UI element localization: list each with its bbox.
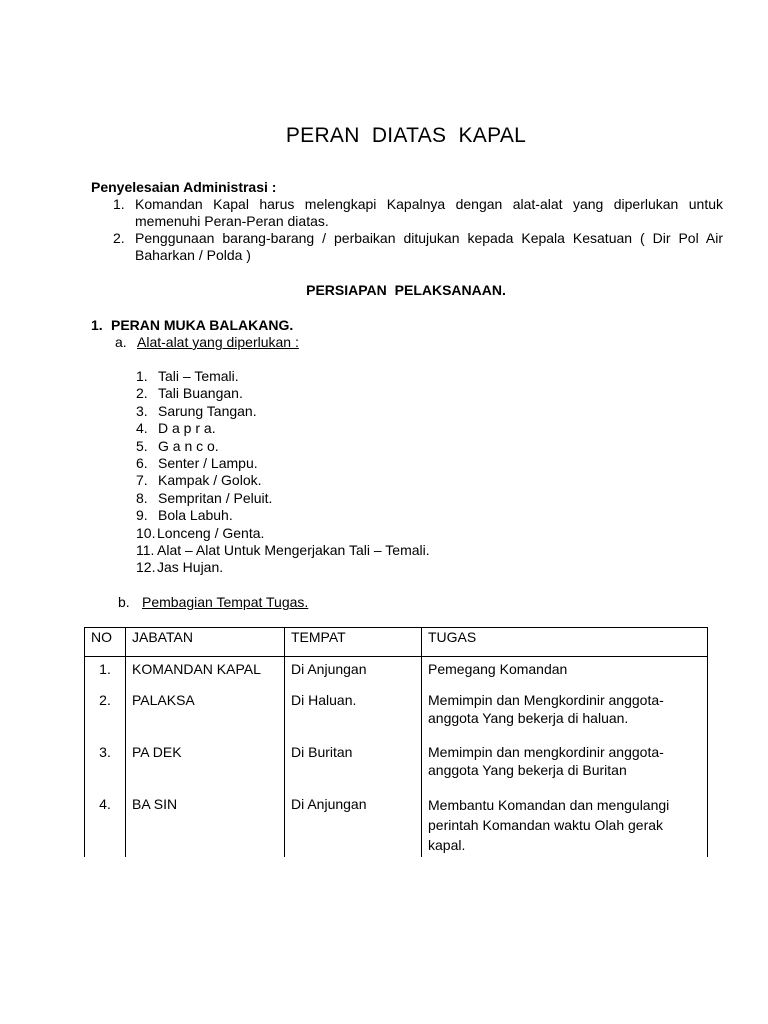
list-item-number: 11. <box>136 541 155 558</box>
list-item <box>136 525 430 542</box>
cell-jabatan: BA SIN <box>126 795 285 857</box>
administrasi-item-line: Penggunaan barang-barang / perbaikan ditujukan kepada Kepala Kesatuan ( Dir Pol Air <box>135 230 723 246</box>
list-item <box>136 438 430 455</box>
list-item-number: 10. <box>136 524 156 541</box>
list-item-number: 7. <box>136 472 148 489</box>
list-item <box>136 472 430 489</box>
cell-tugas: Memimpin dan Mengkordinir anggota-anggota Yang bekerja di haluan. <box>422 691 708 743</box>
list-item-text: Jas Hujan. <box>157 559 224 576</box>
cell-no: 4. <box>85 795 126 857</box>
administrasi-item-text <box>135 196 723 230</box>
header-tugas: TUGAS <box>422 628 708 657</box>
cell-tempat: Di Anjungan <box>285 795 422 857</box>
header-tempat: TEMPAT <box>285 628 422 657</box>
table-row <box>85 691 708 743</box>
cell-tugas: Pemegang Komandan <box>422 657 708 692</box>
sub-label: Alat-alat yang diperlukan : <box>137 334 299 350</box>
table-header-row <box>85 628 708 657</box>
peran-title: PERAN MUKA BALAKANG. <box>111 317 294 333</box>
list-item <box>136 403 430 420</box>
sub-letter: b. <box>118 594 130 610</box>
list-item-text: Tali Buangan. <box>158 385 243 402</box>
administrasi-item-line: Komandan Kapal harus melengkapi Kapalnya dengan alat-alat yang diperlukan untuk <box>135 196 723 212</box>
list-item-number: 8. <box>136 489 148 506</box>
administrasi-item-number: 2. <box>113 230 125 246</box>
list-item-text: Sempritan / Peluit. <box>158 489 273 506</box>
cell-jabatan: PA DEK <box>126 743 285 795</box>
page-title: PERAN DIATAS KAPAL <box>285 124 527 147</box>
list-item-text: Tali – Temali. <box>158 368 239 384</box>
peran-number: 1. <box>91 317 103 333</box>
alat-list <box>136 368 430 577</box>
cell-tugas: Memimpin dan mengkordinir anggota-anggota Yang bekerja di Buritan <box>422 743 708 795</box>
administrasi-item-line: Baharkan / Polda ) <box>135 247 251 263</box>
sub-label: Pembagian Tempat Tugas. <box>142 594 309 610</box>
list-item <box>136 559 430 576</box>
list-item-text: Lonceng / Genta. <box>157 524 265 541</box>
list-item-text: Sarung Tangan. <box>158 402 257 419</box>
table-row <box>85 795 708 857</box>
list-item-number: 5. <box>136 437 148 454</box>
cell-tempat: Di Haluan. <box>285 691 422 743</box>
header-no: NO <box>85 628 126 657</box>
administrasi-heading: Penyelesaian Administrasi : <box>91 179 277 195</box>
sub-letter: a. <box>115 334 127 350</box>
persiapan-heading: PERSIAPAN PELAKSANAAN. <box>306 282 506 298</box>
cell-tempat: Di Buritan <box>285 743 422 795</box>
tugas-table <box>84 627 708 857</box>
cell-tempat: Di Anjungan <box>285 657 422 692</box>
list-item-text: D a p r a. <box>158 420 216 437</box>
list-item-number: 2. <box>136 385 148 402</box>
list-item-number: 1. <box>136 368 148 384</box>
sub-heading-b <box>118 594 308 610</box>
cell-jabatan: PALAKSA <box>126 691 285 743</box>
administrasi-item-text <box>135 230 723 264</box>
list-item <box>136 542 430 559</box>
list-item <box>136 385 430 402</box>
cell-no: 2. <box>85 691 126 743</box>
list-item-text: Kampak / Golok. <box>158 472 262 489</box>
list-item-text: G a n c o. <box>158 437 219 454</box>
administrasi-item-number: 1. <box>113 196 125 212</box>
list-item-number: 12. <box>136 559 156 576</box>
list-item-text: Senter / Lampu. <box>158 454 258 471</box>
table-row <box>85 743 708 795</box>
administrasi-item <box>113 230 723 264</box>
list-item <box>136 490 430 507</box>
administrasi-item <box>113 196 723 230</box>
list-item <box>136 455 430 472</box>
sub-heading-a <box>115 334 299 350</box>
list-item <box>136 420 430 437</box>
list-item-text: Bola Labuh. <box>158 507 233 524</box>
administrasi-item-line: memenuhi Peran-Peran diatas. <box>135 213 329 229</box>
cell-jabatan: KOMANDAN KAPAL <box>126 657 285 692</box>
peran-heading <box>91 317 293 333</box>
cell-no: 1. <box>85 657 126 692</box>
list-item-number: 6. <box>136 454 148 471</box>
list-item <box>136 368 430 385</box>
list-item-text: Alat – Alat Untuk Mengerjakan Tali – Temali. <box>157 541 430 558</box>
cell-tugas: Membantu Komandan dan mengulangi perintah Komandan waktu Olah gerak kapal. <box>422 795 708 857</box>
table-row <box>85 657 708 692</box>
list-item-number: 3. <box>136 402 148 419</box>
list-item-number: 9. <box>136 507 148 524</box>
list-item-number: 4. <box>136 420 148 437</box>
list-item <box>136 507 430 524</box>
cell-no: 3. <box>85 743 126 795</box>
header-jabatan: JABATAN <box>126 628 285 657</box>
